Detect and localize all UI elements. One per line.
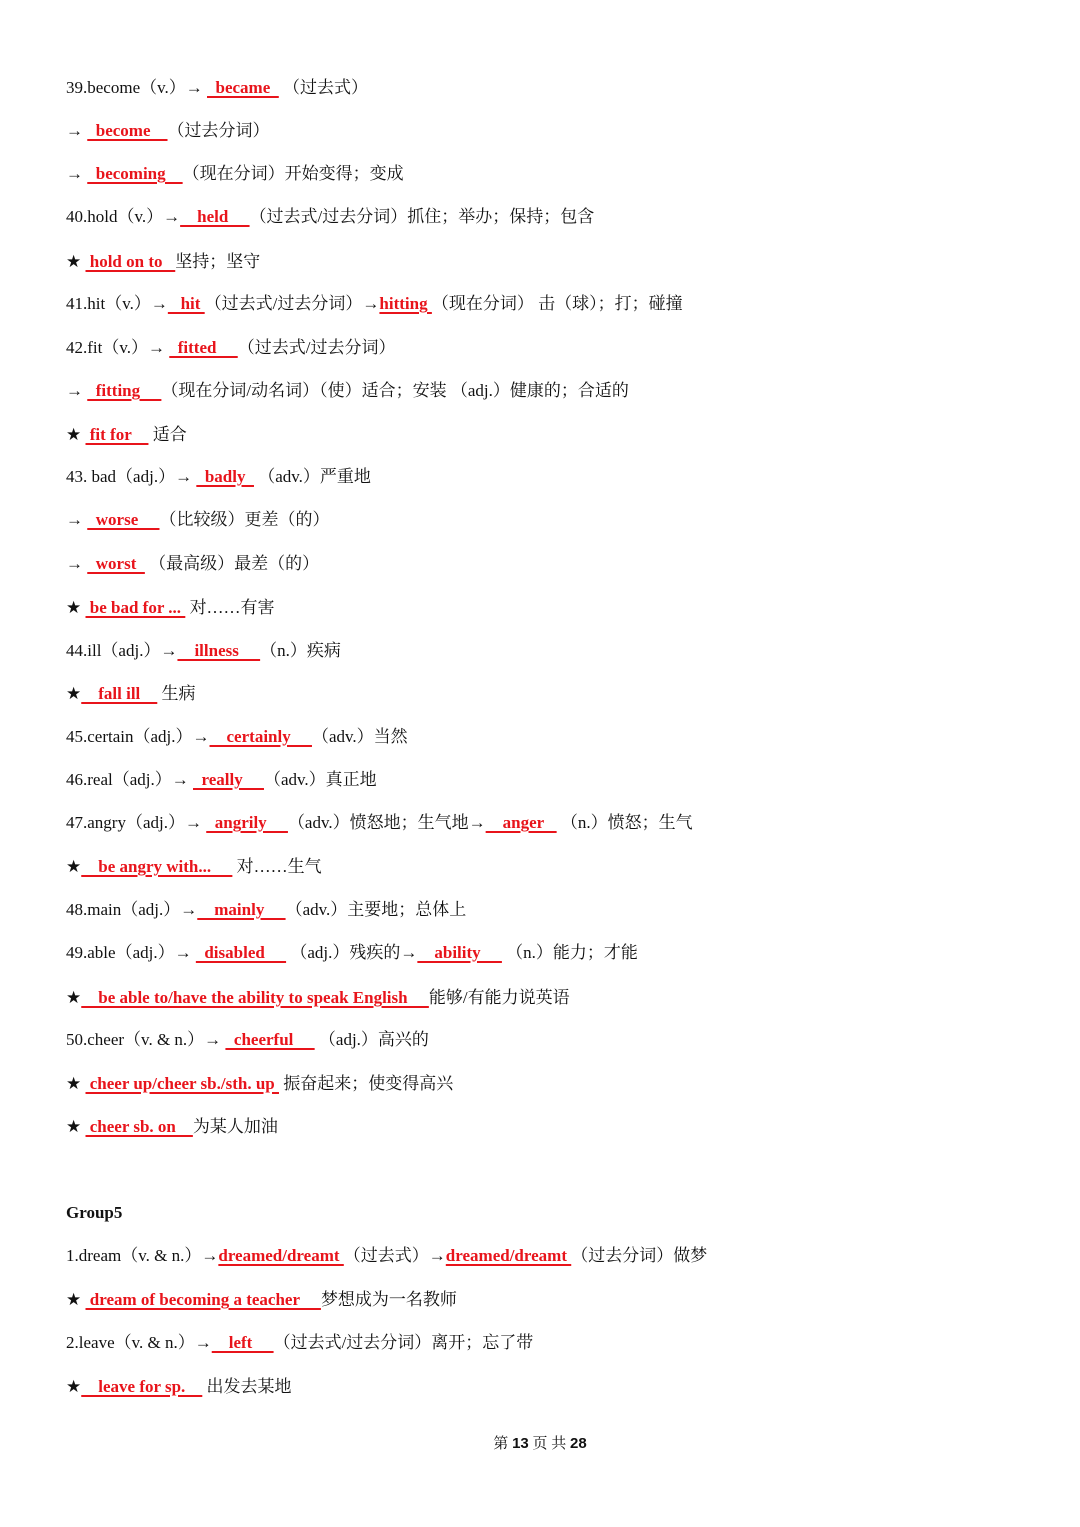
answer-text: hit [167, 294, 205, 313]
answer-text: dream of becoming a teacher [85, 1290, 321, 1309]
answer-text: illness [177, 641, 261, 660]
answer-text: left [211, 1333, 274, 1352]
vocab-entry [66, 1375, 292, 1399]
entry-text: （现在分词） 击（球）；打；碰撞 [431, 294, 683, 313]
entry-text: （过去式/过去分词）离开；忘了带 [273, 1333, 534, 1352]
page-total: 28 [570, 1435, 587, 1452]
entry-text: 振奋起来；使变得高兴 [278, 1074, 454, 1093]
answer-text: fit for [85, 425, 149, 444]
answer-text: fall ill [81, 684, 158, 703]
answer-text: worst [87, 554, 145, 573]
entry-text: 对……生气 [232, 857, 322, 876]
entry-text: → [66, 381, 88, 400]
entry-text: 对……有害 [185, 598, 275, 617]
answer-text: fitted [169, 338, 238, 357]
vocab-entry [66, 76, 368, 100]
entry-text: 出发去某地 [202, 1377, 292, 1396]
entry-text: （n.）愤怒；生气 [556, 813, 693, 832]
answer-text: badly [196, 467, 254, 486]
answer-text: mainly [197, 900, 286, 919]
answer-text: fitting [87, 381, 162, 400]
entry-text: 45.certain（adj.）→ [66, 727, 210, 746]
entry-text: （adv.）主要地；总体上 [285, 900, 467, 919]
entry-text: （过去式/过去分词）→ [204, 294, 380, 313]
entry-text: ★ [66, 857, 82, 876]
entry-text: 42.fit（v.）→ [66, 338, 170, 357]
entry-text: （现在分词/动名词）（使）适合；安装 （adj.）健康的；合适的 [161, 381, 629, 400]
entry-text: （adv.）愤怒地；生气地→ [287, 813, 486, 832]
entry-text: ★ [66, 1290, 86, 1309]
vocab-entry [66, 552, 319, 576]
entry-text: 为某人加油 [192, 1117, 278, 1136]
entry-text: （最高级）最差（的） [144, 554, 320, 573]
entry-text: → [66, 164, 88, 183]
entry-text: 能够/有能力说英语 [428, 988, 570, 1007]
answer-text: really [193, 770, 264, 789]
entry-text: 2.leave（v. & n.）→ [66, 1333, 212, 1352]
vocab-entry [66, 941, 638, 965]
entry-text: 41.hit（v.）→ [66, 294, 168, 313]
answer-text: be bad for ... [85, 598, 186, 617]
vocab-entry [66, 811, 693, 835]
answer-text: be able to/have the ability to speak English [81, 988, 429, 1007]
vocab-entry [66, 768, 377, 792]
vocab-entry [66, 205, 594, 229]
entry-text: → [66, 121, 88, 140]
entry-text: （过去分词）做梦 [571, 1246, 708, 1265]
entry-text: （过去分词） [167, 121, 270, 140]
answer-text: cheer up/cheer sb./sth. up [85, 1074, 279, 1093]
vocab-entry [66, 855, 322, 879]
entry-text: 44.ill（adj.）→ [66, 641, 178, 660]
entry-text: ★ [66, 598, 86, 617]
answer-text: cheer sb. on [85, 1117, 193, 1136]
footer-middle: 页 共 [528, 1436, 571, 1452]
entry-text: 46.real（adj.）→ [66, 770, 193, 789]
vocab-entry [66, 986, 570, 1010]
entry-text: （现在分词）开始变得；变成 [182, 164, 404, 183]
entry-text: 43. bad（adj.）→ [66, 467, 197, 486]
vocab-entry [66, 1115, 278, 1139]
entry-text: ★ [66, 988, 82, 1007]
answer-text: certainly [209, 727, 312, 746]
entry-text: 适合 [148, 425, 187, 444]
entry-text: ★ [66, 425, 86, 444]
vocab-entry [66, 1331, 533, 1355]
entry-text: ★ [66, 684, 82, 703]
vocab-entry [66, 465, 371, 489]
page-number: 13 [512, 1435, 529, 1452]
answer-text: became [207, 78, 279, 97]
entry-text: 梦想成为一名教师 [320, 1290, 457, 1309]
vocab-entry [66, 336, 395, 360]
entry-text: ★ [66, 1117, 86, 1136]
entry-text: → [66, 510, 88, 529]
entry-text: 40.hold（v.）→ [66, 207, 181, 226]
answer-text: anger [485, 813, 557, 832]
vocab-entry [66, 423, 187, 447]
vocab-entry [66, 162, 404, 186]
answer-text: worse [87, 510, 160, 529]
entry-text: （过去式） [278, 78, 369, 97]
entry-text: 坚持；坚守 [175, 252, 261, 271]
vocab-entry [66, 596, 275, 620]
answer-text: angrily [206, 813, 288, 832]
answer-text: dreamed/dreamt [445, 1246, 572, 1265]
entry-text: （比较级）更差（的） [159, 510, 330, 529]
vocab-entry [66, 1028, 429, 1052]
entry-text: 生病 [157, 684, 196, 703]
entry-text: 1.dream（v. & n.）→ [66, 1246, 219, 1265]
entry-text: （n.）能力；才能 [501, 943, 638, 962]
vocab-entry [66, 508, 329, 532]
entry-text: （adv.）真正地 [263, 770, 377, 789]
entry-text: （过去式/过去分词） [237, 338, 396, 357]
entry-text: 47.angry（adj.）→ [66, 813, 207, 832]
answer-text: leave for sp. [81, 1377, 203, 1396]
answer-text: become [87, 121, 168, 140]
page-footer [0, 1432, 1080, 1453]
vocab-entry [66, 898, 466, 922]
vocab-entry [66, 1288, 457, 1312]
answer-text: disabled [195, 943, 287, 962]
vocab-entry [66, 292, 683, 316]
answer-text: hitting [379, 294, 432, 313]
section-heading [66, 1201, 122, 1225]
answer-text: ability [417, 943, 502, 962]
answer-text: becoming [87, 164, 183, 183]
group-heading: Group5 [66, 1203, 123, 1222]
vocab-entry [66, 119, 270, 143]
vocab-entry [66, 639, 341, 663]
vocab-entry [66, 1072, 453, 1096]
entry-text: （过去式）→ [343, 1246, 446, 1265]
vocab-entry [66, 682, 196, 706]
answer-text: be angry with... [81, 857, 233, 876]
footer-prefix: 第 [493, 1436, 513, 1452]
entry-text: （adv.）当然 [311, 727, 408, 746]
entry-text: 48.main（adj.）→ [66, 900, 198, 919]
entry-text: （过去式/过去分词）抓住；举办；保持；包含 [249, 207, 595, 226]
vocab-entry [66, 725, 408, 749]
answer-text: cheerful [225, 1030, 315, 1049]
entry-text: 50.cheer（v. & n.）→ [66, 1030, 226, 1049]
entry-text: （adj.）残疾的→ [286, 943, 418, 962]
entry-text: ★ [66, 1074, 86, 1093]
vocab-entry [66, 250, 260, 274]
entry-text: → [66, 554, 88, 573]
entry-text: 39.become（v.）→ [66, 78, 208, 97]
entry-text: （adv.）严重地 [253, 467, 371, 486]
entry-text: （n.）疾病 [260, 641, 341, 660]
entry-text: 49.able（adj.）→ [66, 943, 196, 962]
entry-text: （adj.）高兴的 [314, 1030, 429, 1049]
answer-text: dreamed/dreamt [218, 1246, 344, 1265]
answer-text: held [180, 207, 250, 226]
vocab-entry [66, 379, 629, 403]
entry-text: ★ [66, 1377, 82, 1396]
answer-text: hold on to [85, 252, 176, 271]
vocab-entry [66, 1244, 707, 1268]
entry-text: ★ [66, 252, 86, 271]
